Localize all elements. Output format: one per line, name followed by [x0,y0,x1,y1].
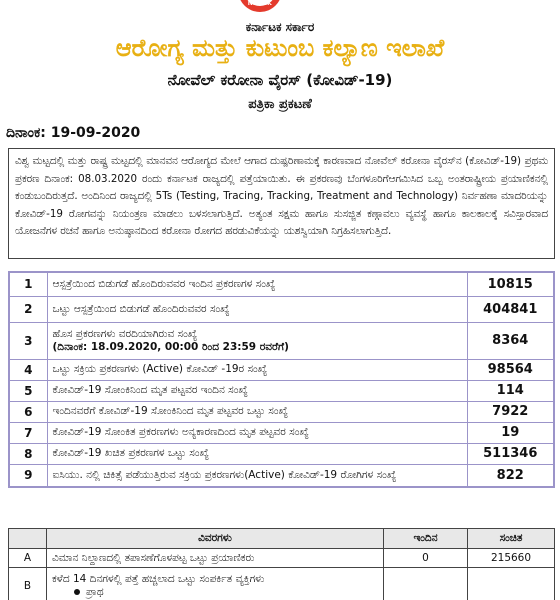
table-row [9,322,554,359]
intro-paragraph: ವಿಶ್ವ ಮಟ್ಟದಲ್ಲಿ ಮತ್ತು ರಾಷ್ಟ್ರ ಮಟ್ಟದಲ್ಲಿ ಮಾನವನ ಆರೋಗ್ಯದ ಮೇಲೆ ಆಗಾದ ದುಷ್ಪರಿಣಾಮಕ್ಕೆ ಕಾರಣವಾದ ನೋವೆಲ್ ಕರೋನಾ ವೈರಸ್‌ನ (ಕೋವಿಡ್-19) ಪ್ರಥಮ ಪ್ರಕರಣ ದಿನಾಂಕ: 08.03.2020 ರಂದು ಕರ್ನಾಟಕ ರಾಜ್ಯದಲ್ಲಿ ಪತ್ತೆಯಾಯಿತು. ಈ ಪ್ರಕರಣವು ಬೆಂಗಳೂರಿಗೆಆಗಮಿಸಿದ ಒಬ್ಬ ಅಂತರಾಷ್ಟ್ರೀಯ ಪ್ರಯಾಣಿಕನಲ್ಲಿ ಕಂಡುಬಂದಿರುತ್ತದೆ. ಅಂದಿನಿಂದ ರಾಜ್ಯದಲ್ಲಿ 5Ts (Testing, Tracing, Tracking, Treatment and Technology) ನಿರ್ವಹಣಾ ಮಾದರಿಯನ್ನು ಕೋವಿಡ್-19 ರೋಗವನ್ನು ನಿಯಂತ್ರಣ ಮಾಡಲು ಬಳಸಲಾಗುತ್ತಿದೆ. ಅತ್ಯಂತ ಸಕ್ಷಮ ಹಾಗೂ ಸುಸಜ್ಜಿತ ಕಣ್ಗಾವಲು ವ್ಯವಸ್ಥೆ ಹಾಗೂ ಕಾಲಕಾಲಕ್ಕೆ ಸವಿಸ್ತಾರವಾದ ಯೋಜನೆಗಳ ರಚನೆ ಹಾಗೂ ಅನುಷ್ಠಾನದಿಂದ ಕರೋನಾ ರೋಗದ ಹರಡುವಿಕೆಯನ್ನು ಯಶಸ್ವಿಯಾಗಿ ನಿಗ್ರಹಿಸಲಾಗುತ್ತಿದೆ. [8,148,555,259]
row-letter: A [9,549,47,568]
row-description-period: (ದಿನಾಂಕ: 18.09.2020, 00:00 ರಿಂದ 23:59 ರವರೆಗೆ) [52,340,289,353]
row-description [47,322,467,359]
header-details: ವಿವರಗಳು [47,529,384,549]
table-row [9,422,554,443]
row-description: ಒಟ್ಟು ಆಸ್ಪತ್ರೆಯಿಂದ ಬಿಡುಗಡೆ ಹೊಂದಿರುವವರ ಸಂಖ್ಯೆ [47,296,467,322]
bullet-icon [74,589,80,595]
row-description [47,568,384,600]
row-description: ಕೋವಿಡ್-19 ಸೋಂಕಿತ ಪ್ರಕರಣಗಳು ಅನ್ಯಕಾರಣದಿಂದ ಮೃತ ಪಟ್ಟವರ ಸಂಖ್ಯೆ [47,422,467,443]
table-header-row [9,529,555,549]
row-letter: B [9,568,47,600]
header-total: ಸಂಚಿತ [468,529,555,549]
table-row [9,380,554,401]
statistics-table [8,271,555,488]
row-description: ಒಟ್ಟು ಸಕ್ರಿಯ ಪ್ರಕರಣಗಳು (Active) ಕೋವಿಡ್ -19ರ ಸಂಖ್ಯೆ [47,359,467,380]
row-today: 0 [384,549,468,568]
release-date: ದಿನಾಂಕ: 19-09-2020 [6,125,141,141]
row-number: 1 [9,272,47,296]
row-total: 215660 [468,549,555,568]
row-value: 404841 [467,296,554,322]
row-description: ವಿಮಾನ ನಿಲ್ದಾಣದಲ್ಲಿ ತಪಾಸಣೆಗೊಳಪಟ್ಟ ಒಟ್ಟು ಪ್ರಯಾಣಿಕರು [47,549,384,568]
bullet-text: ಪ್ರಾಥ [86,585,104,598]
row-number: 3 [9,322,47,359]
document-type: ಪತ್ರಿಕಾ ಪ್ರಕಟಣೆ [248,97,312,112]
row-description: ಐಸಿಯು. ನಲ್ಲಿ ಚಿಕಿತ್ಸೆ ಪಡೆಯುತ್ತಿರುವ ಸಕ್ರಿಯ ಪ್ರಕರಣಗಳು(Active) ಕೋವಿಡ್-19 ರೋಗಿಗಳ ಸಂಖ್ಯೆ [47,464,467,487]
row-value: 7922 [467,401,554,422]
row-value: 8364 [467,322,554,359]
row-description-main: ಹೊಸ ಪ್ರಕರಣಗಳು ವರದಿಯಾಗಿರುವ ಸಂಖ್ಯೆ [52,327,198,340]
table-row [9,272,554,296]
table-row [9,549,555,568]
row-number: 5 [9,380,47,401]
header-spacer [9,529,47,549]
table-row [9,296,554,322]
row-value: 511346 [467,443,554,464]
row-value: 19 [467,422,554,443]
government-name: ಕರ್ನಾಟಕ ಸರ್ಕಾರ [245,20,315,34]
subject-title: ನೋವೆಲ್ ಕರೋನಾ ವೈರಸ್ (ಕೋವಿಡ್-19) [167,71,393,89]
header-today: ಇಂದಿನ [384,529,468,549]
row-number: 4 [9,359,47,380]
row-value: 10815 [467,272,554,296]
row-value: 822 [467,464,554,487]
row-number: 2 [9,296,47,322]
row-today [384,568,468,600]
table-row [9,443,554,464]
row-value: 114 [467,380,554,401]
table-row [9,568,555,600]
row-description: ಆಸ್ಪತ್ರೆಯಿಂದ ಬಿಡುಗಡೆ ಹೊಂದಿರುವವರ ಇಂದಿನ ಪ್ರಕರಣಗಳ ಸಂಖ್ಯೆ [47,272,467,296]
row-description-main: ಕಳೆದ 14 ದಿನಗಳಲ್ಲಿ ಪತ್ತೆ ಹಚ್ಚಲಾದ ಒಟ್ಟು ಸಂಪರ್ಕಿತ ವ್ಯಕ್ತಿಗಳು [52,572,265,585]
row-number: 7 [9,422,47,443]
row-number: 6 [9,401,47,422]
table-row [9,464,554,487]
row-value: 98564 [467,359,554,380]
row-description: ಕೋವಿಡ್-19 ಖಚಿತ ಪ್ರಕರಣಗಳ ಒಟ್ಟು ಸಂಖ್ಯೆ [47,443,467,464]
row-number: 9 [9,464,47,487]
row-total [468,568,555,600]
emblem-text: NATAK [247,0,273,7]
row-description: ಕೋವಿಡ್-19 ಸೋಂಕಿನಿಂದ ಮೃತ ಪಟ್ಟವರ ಇಂದಿನ ಸಂಖ್ಯೆ [47,380,467,401]
row-number: 8 [9,443,47,464]
row-description: ಇಂದಿನವರೆಗೆ ಕೋವಿಡ್-19 ಸೋಂಕಿನಿಂದ ಮೃತ ಪಟ್ಟವರ ಒಟ್ಟು ಸಂಖ್ಯೆ [47,401,467,422]
table-row [9,359,554,380]
department-title: ಆರೋಗ್ಯ ಮತ್ತು ಕುಟುಂಬ ಕಲ್ಯಾಣ ಇಲಾಖೆ [115,34,445,62]
government-emblem [238,0,282,12]
travel-contact-table [8,528,555,600]
table-row [9,401,554,422]
